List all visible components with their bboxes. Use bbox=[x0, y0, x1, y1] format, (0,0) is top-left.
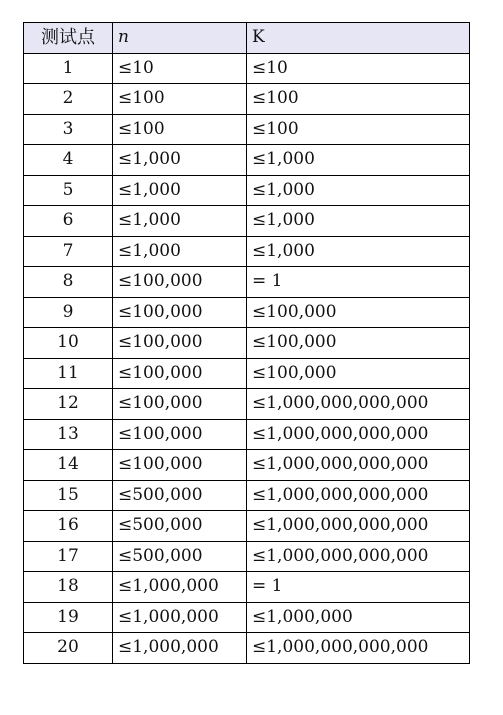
table-row bbox=[24, 145, 470, 176]
table-row bbox=[24, 175, 470, 206]
cell-n-constraint: ≤500,000 bbox=[113, 541, 247, 572]
table-row bbox=[24, 602, 470, 633]
cell-k-constraint: ≤100,000 bbox=[247, 328, 470, 359]
cell-n-constraint: ≤1,000 bbox=[113, 175, 247, 206]
header-n: n bbox=[113, 23, 247, 54]
cell-k-constraint: ≤1,000 bbox=[247, 236, 470, 267]
cell-n-constraint: ≤500,000 bbox=[113, 480, 247, 511]
cell-k-constraint: ≤100,000 bbox=[247, 358, 470, 389]
cell-test-point: 4 bbox=[24, 145, 113, 176]
cell-n-constraint: ≤1,000 bbox=[113, 206, 247, 237]
cell-n-constraint: ≤100 bbox=[113, 84, 247, 115]
cell-k-constraint: ≤100 bbox=[247, 84, 470, 115]
cell-n-constraint: ≤1,000 bbox=[113, 236, 247, 267]
table-row bbox=[24, 236, 470, 267]
cell-n-constraint: ≤10 bbox=[113, 53, 247, 84]
cell-k-constraint: ≤1,000 bbox=[247, 145, 470, 176]
table-row bbox=[24, 328, 470, 359]
cell-n-constraint: ≤100,000 bbox=[113, 419, 247, 450]
cell-k-constraint: ≤10 bbox=[247, 53, 470, 84]
cell-k-constraint: = 1 bbox=[247, 267, 470, 298]
cell-test-point: 6 bbox=[24, 206, 113, 237]
cell-test-point: 10 bbox=[24, 328, 113, 359]
table-row bbox=[24, 206, 470, 237]
cell-n-constraint: ≤100 bbox=[113, 114, 247, 145]
cell-n-constraint: ≤1,000 bbox=[113, 145, 247, 176]
cell-k-constraint: ≤1,000 bbox=[247, 206, 470, 237]
cell-test-point: 12 bbox=[24, 389, 113, 420]
cell-test-point: 18 bbox=[24, 572, 113, 603]
constraints-table-container bbox=[23, 22, 469, 664]
constraints-table bbox=[23, 22, 470, 664]
cell-n-constraint: ≤100,000 bbox=[113, 267, 247, 298]
table-row bbox=[24, 53, 470, 84]
cell-test-point: 3 bbox=[24, 114, 113, 145]
table-row bbox=[24, 389, 470, 420]
table-row bbox=[24, 541, 470, 572]
cell-k-constraint: ≤1,000,000,000,000 bbox=[247, 633, 470, 664]
table-row bbox=[24, 480, 470, 511]
cell-k-constraint: ≤100,000 bbox=[247, 297, 470, 328]
cell-k-constraint: ≤1,000,000,000,000 bbox=[247, 389, 470, 420]
cell-test-point: 1 bbox=[24, 53, 113, 84]
cell-test-point: 11 bbox=[24, 358, 113, 389]
cell-test-point: 2 bbox=[24, 84, 113, 115]
cell-n-constraint: ≤1,000,000 bbox=[113, 572, 247, 603]
cell-test-point: 19 bbox=[24, 602, 113, 633]
table-row bbox=[24, 358, 470, 389]
cell-test-point: 7 bbox=[24, 236, 113, 267]
cell-k-constraint: = 1 bbox=[247, 572, 470, 603]
cell-k-constraint: ≤1,000,000,000,000 bbox=[247, 480, 470, 511]
header-k: K bbox=[247, 23, 470, 54]
table-row bbox=[24, 297, 470, 328]
header-row bbox=[24, 23, 470, 54]
cell-n-constraint: ≤100,000 bbox=[113, 328, 247, 359]
table-row bbox=[24, 572, 470, 603]
cell-n-constraint: ≤100,000 bbox=[113, 450, 247, 481]
header-test-point: 测试点 bbox=[24, 23, 113, 54]
cell-k-constraint: ≤1,000,000,000,000 bbox=[247, 541, 470, 572]
cell-test-point: 8 bbox=[24, 267, 113, 298]
table-row bbox=[24, 84, 470, 115]
cell-n-constraint: ≤100,000 bbox=[113, 297, 247, 328]
cell-test-point: 15 bbox=[24, 480, 113, 511]
cell-n-constraint: ≤100,000 bbox=[113, 358, 247, 389]
cell-k-constraint: ≤1,000,000,000,000 bbox=[247, 511, 470, 542]
cell-k-constraint: ≤1,000,000 bbox=[247, 602, 470, 633]
cell-test-point: 17 bbox=[24, 541, 113, 572]
table-row bbox=[24, 419, 470, 450]
table-row bbox=[24, 633, 470, 664]
cell-test-point: 13 bbox=[24, 419, 113, 450]
cell-test-point: 5 bbox=[24, 175, 113, 206]
cell-k-constraint: ≤1,000,000,000,000 bbox=[247, 450, 470, 481]
cell-test-point: 16 bbox=[24, 511, 113, 542]
cell-k-constraint: ≤1,000 bbox=[247, 175, 470, 206]
cell-n-constraint: ≤1,000,000 bbox=[113, 633, 247, 664]
table-row bbox=[24, 450, 470, 481]
table-row bbox=[24, 511, 470, 542]
cell-test-point: 20 bbox=[24, 633, 113, 664]
cell-test-point: 14 bbox=[24, 450, 113, 481]
table-row bbox=[24, 267, 470, 298]
cell-n-constraint: ≤500,000 bbox=[113, 511, 247, 542]
cell-k-constraint: ≤1,000,000,000,000 bbox=[247, 419, 470, 450]
cell-n-constraint: ≤100,000 bbox=[113, 389, 247, 420]
cell-n-constraint: ≤1,000,000 bbox=[113, 602, 247, 633]
cell-k-constraint: ≤100 bbox=[247, 114, 470, 145]
table-row bbox=[24, 114, 470, 145]
cell-test-point: 9 bbox=[24, 297, 113, 328]
